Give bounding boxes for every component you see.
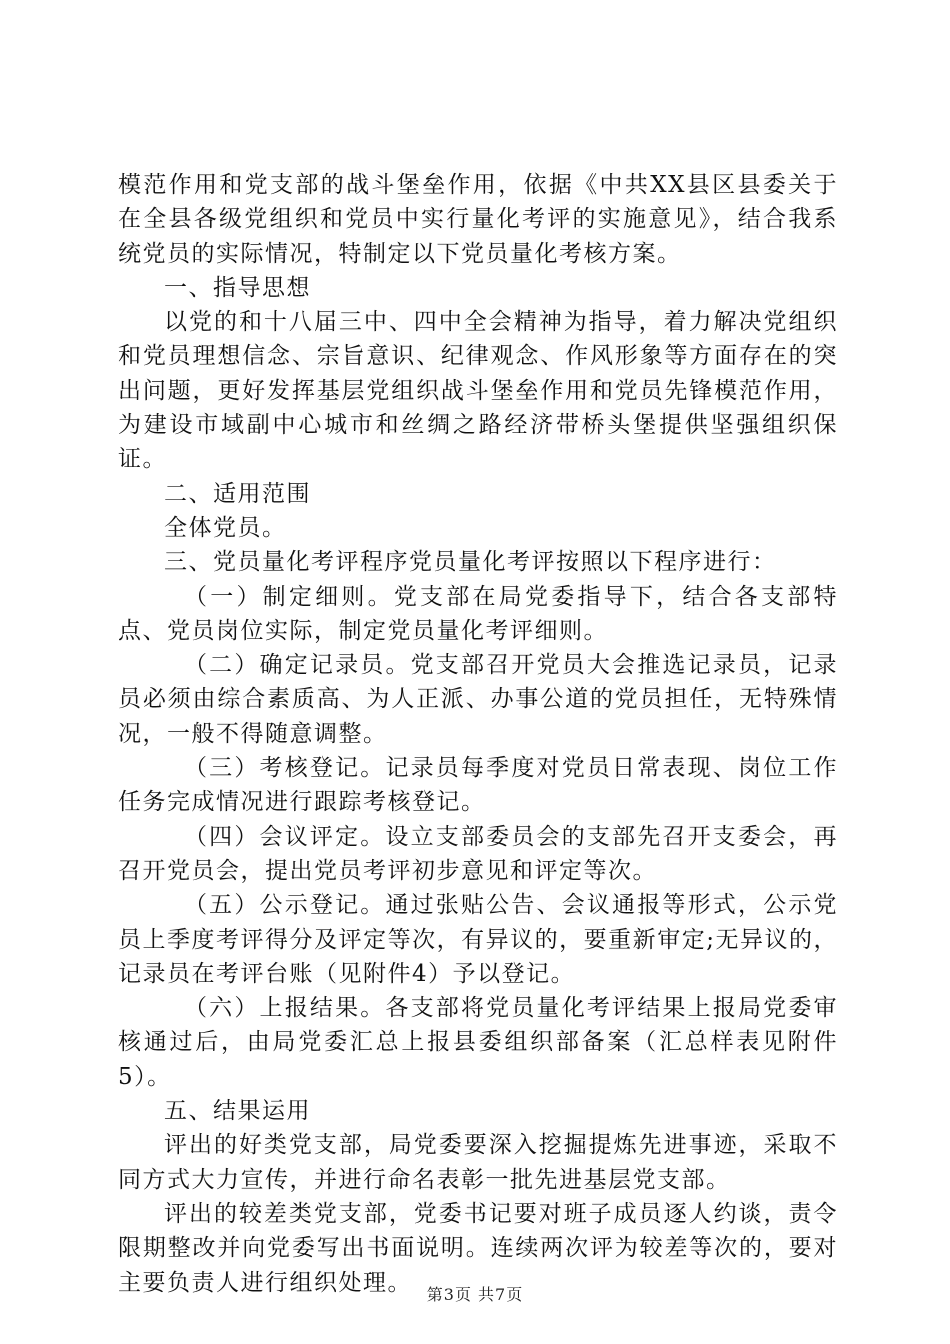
list-item: （六）上报结果。各支部将党员量化考评结果上报局党委审核通过后，由局党委汇总上报县委组织部备案（汇总样表见附件5）。 — [118, 995, 838, 1090]
section-heading: 三、党员量化考评程序党员量化考评按照以下程序进行： — [164, 549, 777, 576]
body-paragraph: 评出的较差类党支部，党委书记要对班子成员逐人约谈，责令限期整改并向党委写出书面说明。连续两次评为较差等次的，要对主要负责人进行组织处理。 — [118, 1200, 838, 1296]
body-paragraph: 全体党员。 — [164, 514, 287, 541]
body-paragraph: 评出的好类党支部，局党委要深入挖掘提炼先进事迹，采取不同方式大力宣传，并进行命名表彰一批先进基层党支部。 — [118, 1132, 838, 1193]
section-heading: 二、适用范围 — [164, 480, 311, 507]
list-item: （一）制定细则。党支部在局党委指导下，结合各支部特点、党员岗位实际，制定党员量化考评细则。 — [118, 583, 838, 644]
list-item: （五）公示登记。通过张贴公告、会议通报等形式，公示党员上季度考评得分及评定等次，有异议的，要重新审定;无异议的，记录员在考评台账（见附件4）予以登记。 — [118, 892, 838, 987]
section-heading: 五、结果运用 — [164, 1098, 311, 1125]
list-item: （二）确定记录员。党支部召开党员大会推选记录员，记录员必须由综合素质高、为人正派、办事公道的党员担任，无特殊情况，一般不得随意调整。 — [118, 652, 838, 747]
page-number-footer: 第3页 共7页 — [426, 1285, 524, 1304]
body-paragraph: 模范作用和党支部的战斗堡垒作用，依据《中共XX县区县委关于在全县各级党组织和党员中实行量化考评的实施意见》，结合我系统党员的实际情况，特制定以下党员量化考核方案。 — [118, 172, 838, 267]
body-paragraph: 以党的和十八届三中、四中全会精神为指导，着力解决党组织和党员理想信念、宗旨意识、纪律观念、作风形象等方面存在的突出问题，更好发挥基层党组织战斗堡垒作用和党员先锋模范作用，为建设市域副中心城市和丝绸之路经济带桥头堡提供坚强组织保证。 — [118, 309, 838, 473]
list-item: （四）会议评定。设立支部委员会的支部先召开支委会，再召开党员会，提出党员考评初步意见和评定等次。 — [118, 823, 838, 884]
section-heading: 一、指导思想 — [164, 274, 311, 301]
document-body — [118, 168, 838, 1300]
list-item: （三）考核登记。记录员每季度对党员日常表现、岗位工作任务完成情况进行跟踪考核登记。 — [118, 755, 838, 816]
